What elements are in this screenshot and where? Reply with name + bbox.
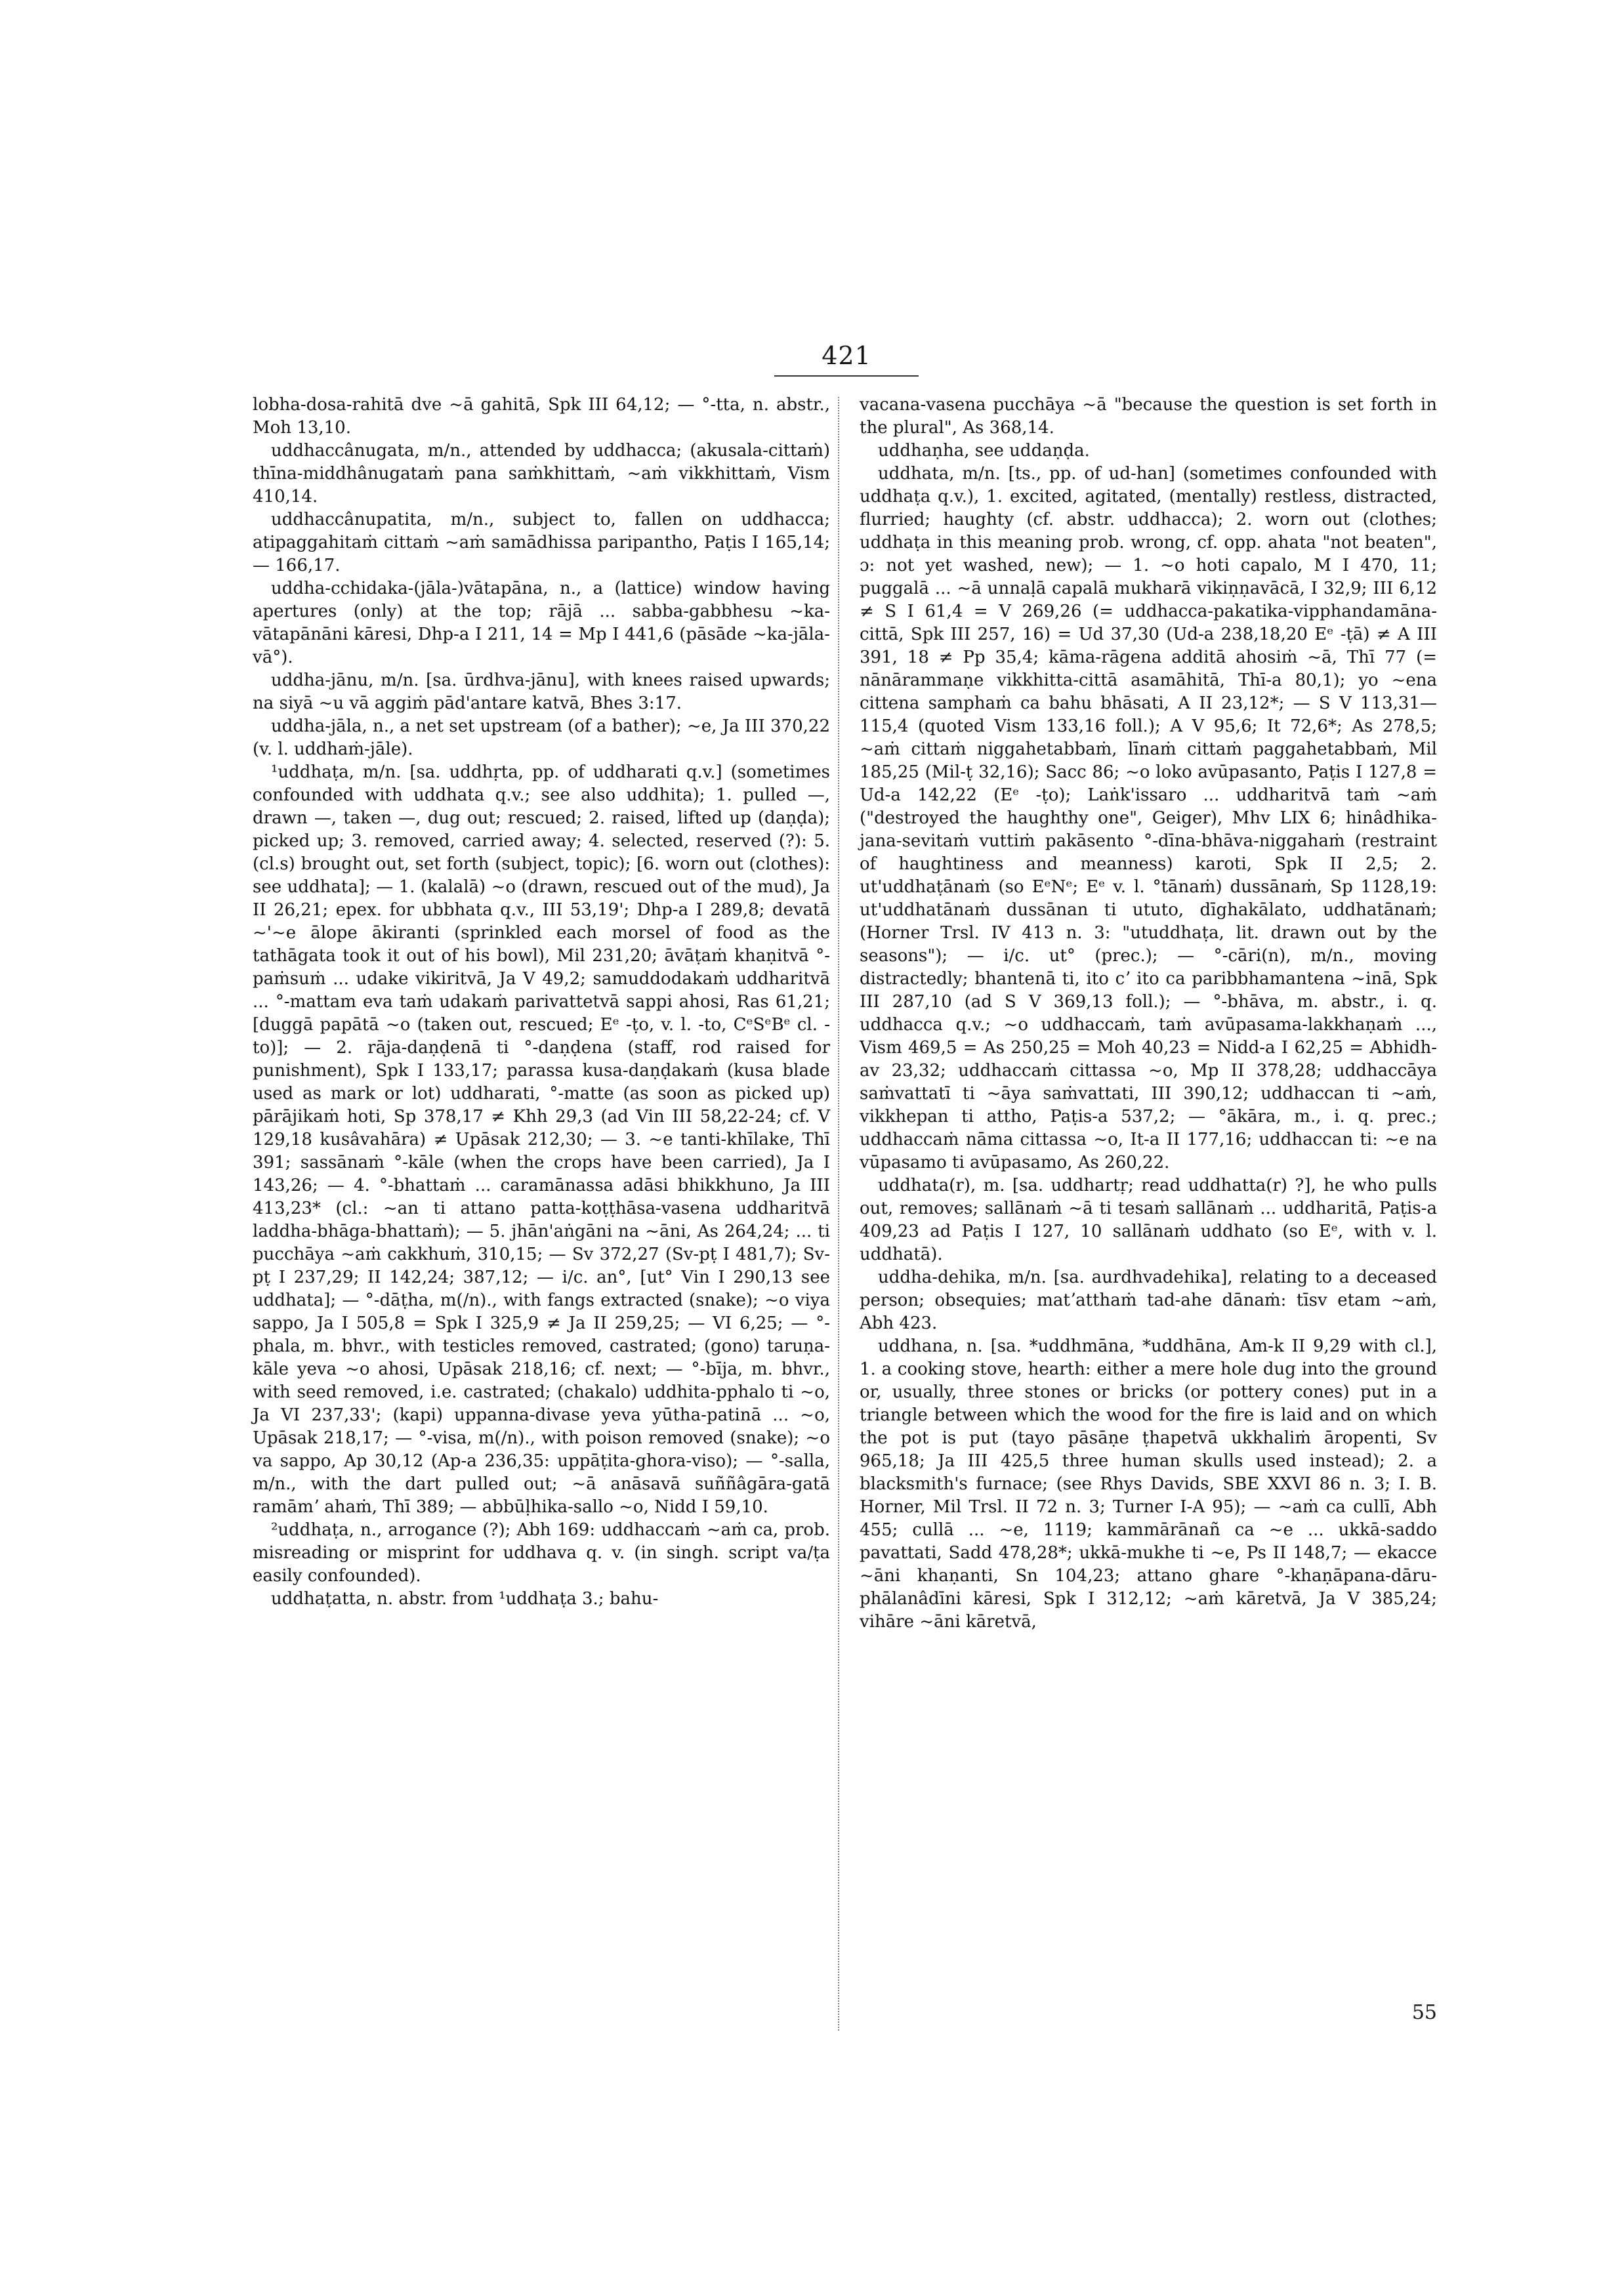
right-column <box>860 394 1437 1634</box>
dictionary-entry: vacana-vasena pucchāya ~ā "because the question is set forth in the plural", As 368,14. <box>860 395 1437 438</box>
dictionary-entry: uddhaṭatta, n. abstr. from ¹uddhaṭa 3.; bahu- <box>271 1589 659 1609</box>
dictionary-entry: uddhaṇha, see uddaṇḍa. <box>878 441 1090 461</box>
signature-mark: 55 <box>1411 2001 1437 2024</box>
dictionary-entry: uddhaccânupatita, m/n., subject to, fallen on uddhacca; atipaggahitaṁ cittaṁ ~aṁ samādhissa paripantho, Paṭis I 165,14; — 166,17. <box>253 510 830 575</box>
dictionary-entry: uddhaccânugata, m/n., attended by uddhacca; (akusala-cittaṁ) thīna-middhânugataṁ pana saṁkhittaṁ, ~aṁ vikkhittaṁ, Vism 410,14. <box>253 441 830 507</box>
header-rule <box>774 375 919 377</box>
dictionary-entry: uddha-dehika, m/n. [sa. aurdhvadehika], relating to a deceased person; obsequies; matʼatthaṁ tad-ahe dānaṁ: tīsv etam ~aṁ, Abh 423. <box>860 1268 1437 1333</box>
dictionary-entry: ¹uddhaṭa, m/n. [sa. uddhṛta, pp. of uddharati q.v.] (sometimes confounded with uddhata q.v.; see also uddhita); 1. pulled —, drawn —, taken —, dug out; rescued; 2. raised, lifted up (daṇḍa); picked up; 3. removed, carried away; 4. selected, reserved (?): 5. (cl.s) brought out, set forth (subject, topic); [6. worn out (clothes): see uddhata]; — 1. (kalalā) ~o (drawn, rescued out of the mud), Ja II 26,21; epex. for ubbhata q.v., III 53,19'; Dhp-a I 289,8; devatā ~'~e ālope ākiranti (sprinkled each morsel of food as the tathāgata took it out of his bowl), Mil 231,20; āvāṭaṁ khaṇitvā °-paṁsuṁ ... udake vikiritvā, Ja V 49,2; samuddodakaṁ uddharitvā ... °-mattam eva taṁ udakaṁ parivattetvā sappi ahosi, Ras 61,21; [duggā papātā ~o (taken out, rescued; Eᵉ -ṭo, v. l. -to, CᵉSᵉBᵉ cl. -to)]; — 2. rāja-daṇḍenā ti °-daṇḍena (staff, rod raised for punishment), Spk I 133,17; parassa kusa-daṇḍakaṁ (kusa blade used as mark or lot) uddharati, °-matte (as soon as picked up) pārājikaṁ hoti, Sp 378,17 ≠ Khh 29,3 (ad Vin III 58,22-24; cf. V 129,18 kusâvahāra) ≠ Upāsak 212,30; — 3. ~e tanti-khīlake, Thī 391; sassānaṁ °-kāle (when the crops have been carried), Ja I 143,26; — 4. °-bhattaṁ ... caramānassa adāsi bhikkhuno, Ja III 413,23* (cl.: ~an ti attano patta-koṭṭhāsa-vasena uddharitvā laddha-bhāga-bhattaṁ); — 5. jhān'aṅgāni na ~āni, As 264,24; ... ti pucchāya ~aṁ cakkhuṁ, 310,15; — Sv 372,27 (Sv-pṭ I 481,7); Sv-pṭ I 237,29; II 142,24; 387,12; — i/c. an°, [ut° Vin I 290,13 see uddhata]; — °-dāṭha, m(/n)., with fangs extracted (snake); ~o viya sappo, Ja I 505,8 = Spk I 325,9 ≠ Ja II 259,25; — VI 6,25; — °-phala, m. bhvr., with testicles removed, castrated; (gono) taruṇa-kāle yeva ~o ahosi, Upāsak 218,16; cf. next; — °-bīja, m. bhvr., with seed removed, i.e. castrated; (chakalo) uddhita-pphalo ti ~o, Ja VI 237,33'; (kapi) uppanna-divase yeva yūtha-patinā ... ~o, Upāsak 218,17; — °-visa, m(/n)., with poison removed (snake); ~o va sappo, Ap 30,12 (Ap-a 236,35: uppāṭita-ghora-viso); — °-salla, m/n., with the dart pulled out; ~ā anāsavā suññâgāra-gatā ramāmʼ ahaṁ, Thī 389; — abbūḷhika-sallo ~o, Nidd I 59,10. <box>253 762 830 1517</box>
dictionary-entry: lobha-dosa-rahitā dve ~ā gahitā, Spk III 64,12; — °-tta, n. abstr., Moh 13,10. <box>253 395 830 438</box>
left-column <box>253 394 830 1611</box>
page-number: 421 <box>822 341 871 370</box>
dictionary-entry: uddha-jānu, m/n. [sa. ūrdhva-jānu], with knees raised upwards; na siyā ~u vā aggiṁ pād'antare katvā, Bhes 3:17. <box>253 671 830 713</box>
dictionary-entry: uddha-cchidaka-(jāla-)vātapāna, n., a (lattice) window having apertures (only) at the top; rājā ... sabba-gabbhesu ~ka-vātapānāni kāresi, Dhp-a I 211, 14 = Mp I 441,6 (pāsāde ~ka-jāla-vā°). <box>253 579 830 667</box>
dictionary-entry: uddhata, m/n. [ts., pp. of ud-han] (sometimes confounded with uddhaṭa q.v.), 1. excited, agitated, (mentally) restless, distracted, flurried; haughty (cf. abstr. uddhacca); 2. worn out (clothes; uddhaṭa in this meaning prob. wrong, cf. opp. ahata "not beaten", ɔ: not yet washed, new); — 1. ~o hoti capalo, M I 470, 11; puggalā ... ~ā unnaḷā capalā mukharā vikiṇṇavācā, I 32,9; III 6,12 ≠ S I 61,4 = V 269,26 (= uddhacca-pakatika-vipphandamāna-cittā, Spk III 257, 16) = Ud 37,30 (Ud-a 238,18,20 Eᵉ -ṭā) ≠ A III 391, 18 ≠ Pp 35,4; kāma-rāgena additā ahosiṁ ~ā, Thī 77 (= nānārammaṇe vikkhitta-cittā asamāhitā, Thī-a 80,1); yo ~ena cittena samphaṁ ca bahu bhāsati, A II 23,12*; — S V 113,31—115,4 (quoted Vism 133,16 foll.); A V 95,6; It 72,6*; As 278,5; ~aṁ cittaṁ niggahetabbaṁ, līnaṁ cittaṁ paggahetabbaṁ, Mil 185,25 (Mil-ṭ 32,16); Sacc 86; ~o loko avūpasanto, Paṭis I 127,8 = Ud-a 142,22 (Eᵉ -ṭo); Laṅk'issaro ... uddharitvā taṁ ~aṁ ("destroyed the haughthy one", Geiger), Mhv LIX 6; hinâdhika-jana-sevitaṁ vuttiṁ pakāsento °-dīna-bhāva-niggahaṁ (restraint of haughtiness and meanness) karoti, Spk II 2,5; 2. ut'uddhaṭānaṁ (so EᵉNᵉ; Eᵉ v. l. °tānaṁ) dussānaṁ, Sp 1128,19: ut'uddhatānaṁ dussānan ti ututo, dīghakālato, uddhatānaṁ; (Horner Trsl. IV 413 n. 3: "utuddhaṭa, lit. drawn out by the seasons"); — i/c. ut° (prec.); — °-cāri(n), m/n., moving distractedly; bhantenā ti, ito cʼ ito ca paribbhamantena ~inā, Spk III 287,10 (ad S V 369,13 foll.); — °-bhāva, m. abstr., i. q. uddhacca q.v.; ~o uddhaccaṁ, taṁ avūpasama-lakkhaṇaṁ ..., Vism 469,5 = As 250,25 = Moh 40,23 = Nidd-a I 62,25 = Abhidh-av 23,32; uddhaccaṁ cittassa ~o, Mp II 378,28; uddhaccāya saṁvattatī ti ~āya saṁvattati, III 390,12; uddhaccan ti ~aṁ, vikkhepan ti attho, Paṭis-a 537,2; — °ākāra, m., i. q. prec.; uddhaccaṁ nāma cittassa ~o, It-a II 177,16; uddhaccan ti: ~e na vūpasamo ti avūpasamo, As 260,22. <box>860 464 1437 1172</box>
dictionary-entry: uddhana, n. [sa. *uddhmāna, *uddhāna, Am-k II 9,29 with cl.], 1. a cooking stove, hearth: either a mere hole dug into the ground or, usually, three stones or bricks (or pottery cones) put in a triangle between which the wood for the fire is laid and on which the pot is put (tayo pāsāṇe ṭhapetvā ukkhaliṁ āropenti, Sv 965,18; Ja III 425,5 three human skulls used instead); 2. a blacksmith's furnace; (see Rhys Davids, SBE XXVI 86 n. 3; I. B. Horner, Mil Trsl. II 72 n. 3; Turner I-A 95); — ~aṁ ca cullī, Abh 455; cullā ... ~e, 1119; kammārānañ ca ~e ... ukkā-saddo pavattati, Sadd 478,28*; ukkā-mukhe ti ~e, Ps II 148,7; — ekacce ~āni khaṇanti, Sn 104,23; attano ghare °-khaṇāpana-dāru-phālanâdīni kāresi, Spk I 312,12; ~aṁ kāretvā, Ja V 385,24; vihāre ~āni kāretvā, <box>860 1336 1437 1632</box>
dictionary-entry: uddha-jāla, n., a net set upstream (of a bather); ~e, Ja III 370,22 (v. l. uddhaṁ-jāle). <box>253 716 830 759</box>
column-divider <box>838 397 839 2031</box>
dictionary-entry: ²uddhaṭa, n., arrogance (?); Abh 169: uddhaccaṁ ~aṁ ca, prob. misreading or misprint for uddhava q. v. (in singh. script va/ṭa easily confounded). <box>253 1520 830 1586</box>
dictionary-entry: uddhata(r), m. [sa. uddhartṛ; read uddhatta(r) ?], he who pulls out, removes; sallānaṁ ~ā ti tesaṁ sallānaṁ ... uddharitā, Paṭis-a 409,23 ad Paṭis I 127, 10 sallānaṁ uddhato (so Eᵉ, with v. l. uddhatā). <box>860 1176 1437 1264</box>
